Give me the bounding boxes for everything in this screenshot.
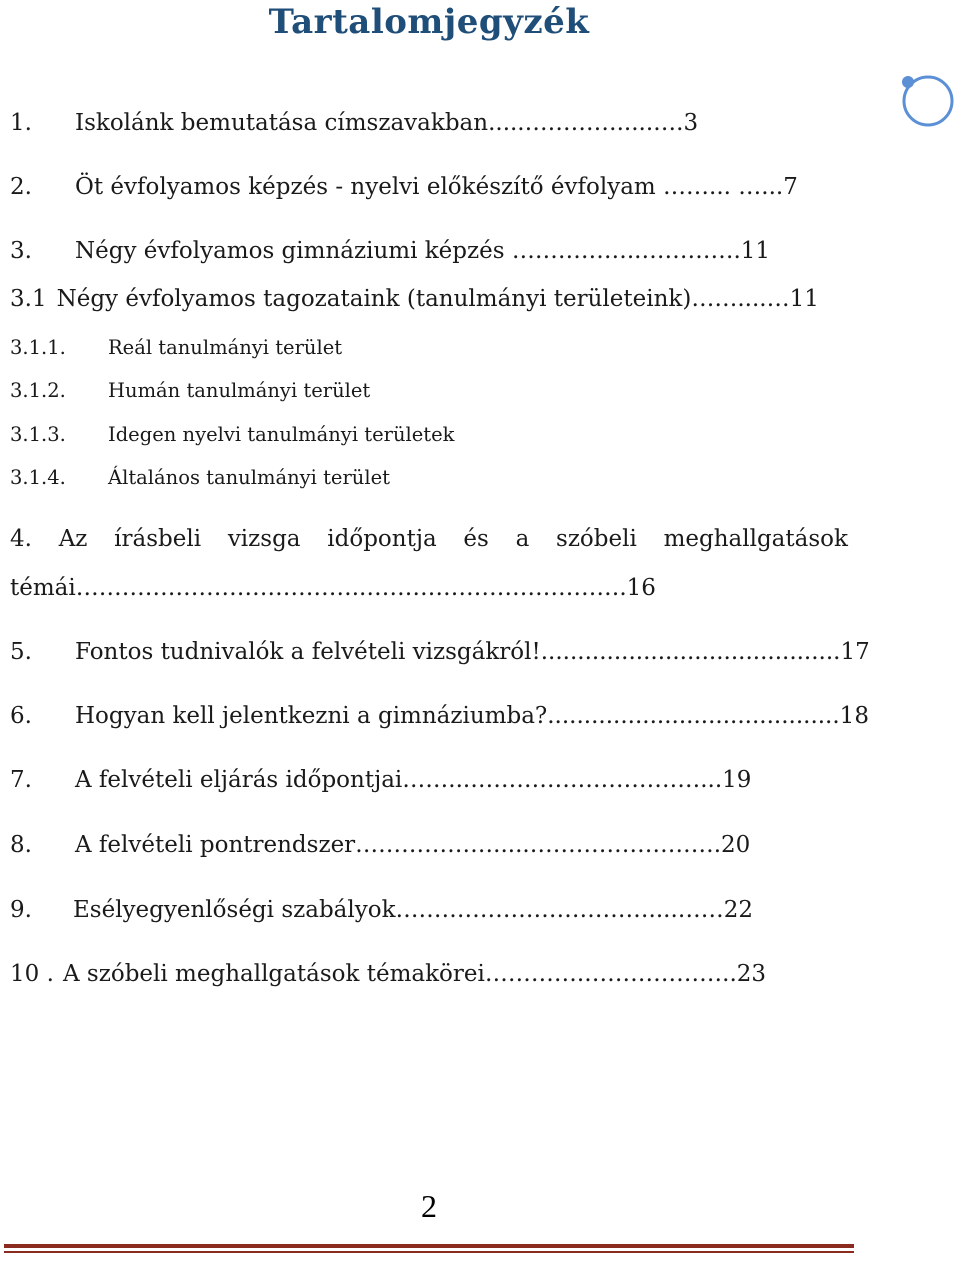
page-number: 2 <box>421 1188 437 1224</box>
toc-entry-text: Humán tanulmányi terület <box>108 379 371 402</box>
toc-entry-number: 4. <box>10 526 32 552</box>
toc-entry-10[interactable] <box>10 961 766 987</box>
decorative-circles-icon <box>893 68 957 132</box>
toc-entry-7[interactable] <box>10 767 751 793</box>
toc-entry-word: időpontja <box>327 526 437 552</box>
toc-entry-text: Négy évfolyamos tagozataink (tanulmányi területeink)……....…11 <box>56 286 819 312</box>
toc-entry-text: Hogyan kell jelentkezni a gimnáziumba?........................................18 <box>75 703 869 729</box>
page-title: Tartalomjegyzék <box>268 2 590 42</box>
toc-entry-number: 7. <box>10 767 32 793</box>
toc-entry-number: 10 . <box>10 961 54 987</box>
toc-entry-text: Általános tanulmányi terület <box>108 466 390 489</box>
toc-entry-number: 8. <box>10 832 32 858</box>
toc-entry-word: vizsga <box>227 526 301 552</box>
toc-entry-2[interactable] <box>10 174 798 200</box>
footer-divider-thick <box>4 1244 854 1248</box>
toc-entry-number: 2. <box>10 174 32 200</box>
toc-entry-6[interactable] <box>10 703 869 729</box>
toc-entry-3-1-2[interactable] <box>10 379 370 402</box>
toc-entry-3-1-3[interactable] <box>10 423 454 446</box>
toc-entry-number: 5. <box>10 639 32 665</box>
toc-entry-3-1-1[interactable] <box>10 336 342 359</box>
toc-entry-text: A felvételi pontrendszer……………….....…………………….20 <box>75 832 751 858</box>
toc-entry-text: Idegen nyelvi tanulmányi területek <box>108 423 455 446</box>
footer-divider-thin <box>4 1251 854 1253</box>
toc-entry-3-1[interactable] <box>10 286 819 312</box>
toc-entry-word: Az <box>58 526 88 552</box>
toc-entry-text: Reál tanulmányi terület <box>108 336 343 359</box>
toc-entry-number: 3.1.1. <box>10 336 66 359</box>
toc-entry-number: 3.1.3. <box>10 423 66 446</box>
toc-entry-number: 1. <box>10 110 32 136</box>
toc-entry-4[interactable] <box>10 526 848 552</box>
toc-entry-text: A felvételi eljárás időpontjai……...…………………………...19 <box>75 767 752 793</box>
toc-entry-word: és <box>463 526 489 552</box>
toc-entry-text: Esélyegyenlőségi szabályok……………………………....……22 <box>73 897 754 923</box>
toc-entry-8[interactable] <box>10 832 750 858</box>
toc-entry-5[interactable] <box>10 639 870 665</box>
toc-entry-word: a <box>515 526 530 552</box>
toc-entry-number: 3.1.2. <box>10 379 66 402</box>
toc-entry-number: 3.1 <box>10 286 47 312</box>
toc-entry-text: Iskolánk bemutatása címszavakban.....………….....….3 <box>75 110 699 136</box>
toc-entry-number: 3.1.4. <box>10 466 66 489</box>
toc-entry-word: szóbeli <box>556 526 637 552</box>
toc-entry-text: Öt évfolyamos képzés - nyelvi előkészítő évfolyam ……... …...7 <box>75 174 798 200</box>
toc-entry-number: 6. <box>10 703 32 729</box>
toc-entry-3-1-4[interactable] <box>10 466 390 489</box>
toc-entry-text: Négy évfolyamos gimnáziumi képzés ……………..………….11 <box>75 238 771 264</box>
toc-entry-3[interactable] <box>10 238 770 264</box>
toc-entry-1[interactable] <box>10 110 698 136</box>
toc-entry-text: témái………………………………..…………………………….16 <box>10 575 656 601</box>
toc-entry-number: 9. <box>10 897 32 923</box>
toc-entry-text: A szóbeli meghallgatások témakörei………….………………..23 <box>63 961 767 987</box>
toc-entry-word: meghallgatások <box>663 526 848 552</box>
toc-entry-4-continuation[interactable] <box>10 575 656 601</box>
toc-entry-text: Fontos tudnivalók a felvételi vizsgákról!.........................................17 <box>75 639 870 665</box>
toc-entry-word: írásbeli <box>114 526 202 552</box>
toc-entry-9[interactable] <box>10 897 753 923</box>
footer-divider <box>4 1244 854 1258</box>
toc-entry-number: 3. <box>10 238 32 264</box>
